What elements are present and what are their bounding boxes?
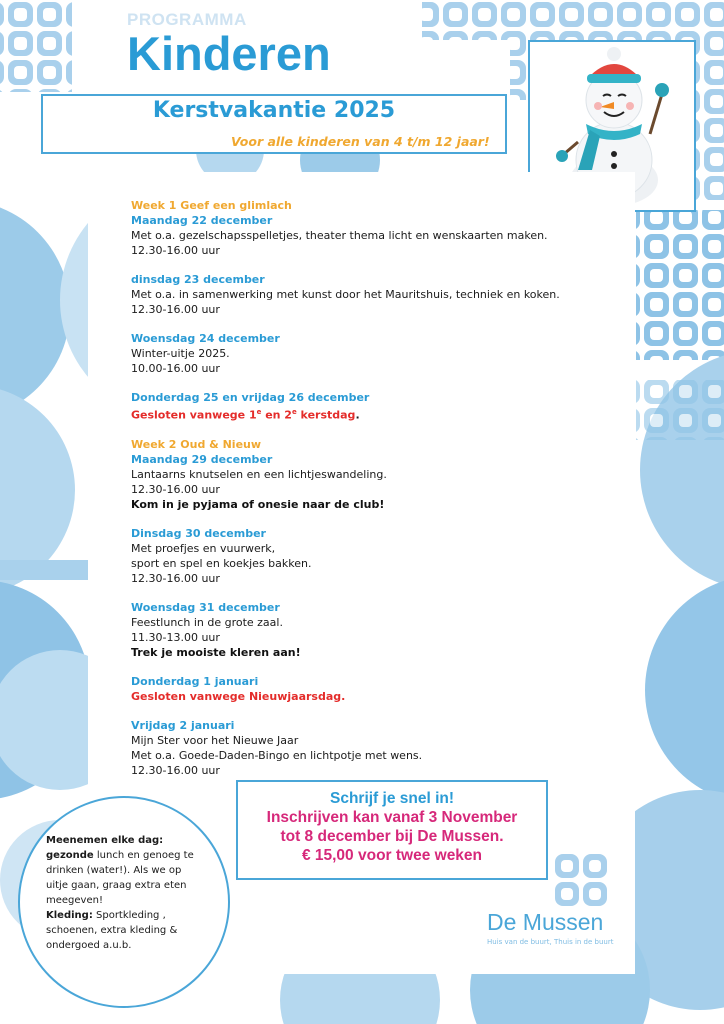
bring-lunch: gezonde lunch en genoeg te drinken (water!). Als we op uitje gaan, graag extra eten meegeven! bbox=[46, 850, 194, 906]
page-title: Kinderen bbox=[127, 27, 331, 80]
day-description: Lantaarns knutselen en een lichtjeswandeling. bbox=[131, 467, 387, 481]
day-note: Kom in je pyjama of onesie naar de club! bbox=[131, 497, 385, 511]
registration-headline: Schrijf je snel in! bbox=[329, 790, 455, 807]
day-time: 10.00-16.00 uur bbox=[131, 362, 220, 375]
day-description: sport en spel en koekjes bakken. bbox=[131, 556, 312, 570]
day-title: Donderdag 25 en vrijdag 26 december bbox=[131, 391, 370, 404]
day-note: Trek je mooiste kleren aan! bbox=[131, 645, 301, 659]
day-title: dinsdag 23 december bbox=[131, 273, 265, 286]
registration-box bbox=[236, 780, 548, 880]
box-title: Kerstvakantie 2025 bbox=[152, 98, 396, 123]
registration-period: Inschrijven kan vanaf 3 November bbox=[266, 809, 518, 826]
closed-notice: Gesloten vanwege 1e en 2e kerstdag. bbox=[131, 408, 360, 422]
day-time: 12.30-16.00 uur bbox=[131, 571, 220, 585]
de-mussen-logo-icon bbox=[553, 852, 609, 908]
day-description: Met o.a. gezelschapsspelletjes, theater thema licht en wenskaarten maken. bbox=[131, 229, 548, 242]
day-description: Met o.a. in samenwerking met kunst door het Mauritshuis, techniek en koken. bbox=[131, 288, 560, 301]
day-title: Maandag 22 december bbox=[131, 214, 273, 227]
bring-info bbox=[46, 833, 206, 953]
day-title: Vrijdag 2 januari bbox=[131, 718, 235, 732]
day-title: Woensdag 31 december bbox=[131, 600, 280, 614]
header-box bbox=[41, 94, 507, 154]
week-1-label: Week 1 Geef een glimlach bbox=[131, 199, 292, 212]
week-2-label: Week 2 Oud & Nieuw bbox=[131, 437, 262, 451]
day-time: 12.30-16.00 uur bbox=[131, 482, 220, 496]
day-description: Feestlunch in de grote zaal. bbox=[131, 615, 283, 629]
bring-heading: Meenemen elke dag: bbox=[46, 835, 164, 846]
closed-notice: Gesloten vanwege Nieuwjaarsdag. bbox=[131, 689, 346, 703]
day-title: Maandag 29 december bbox=[131, 452, 273, 466]
day-description: Met proefjes en vuurwerk, bbox=[131, 541, 276, 555]
program-kicker: PROGRAMMA bbox=[127, 10, 247, 29]
logo-name: De Mussen bbox=[487, 909, 604, 935]
day-title: Donderdag 1 januari bbox=[131, 674, 259, 688]
day-description: Met o.a. Goede-Daden-Bingo en lichtpotje met wens. bbox=[131, 748, 423, 762]
registration-location: tot 8 december bij De Mussen. bbox=[280, 828, 504, 845]
bring-clothing: Kleding: Sportkleding , schoenen, extra kleding & ondergoed a.u.b. bbox=[46, 910, 178, 951]
day-time: 12.30-16.00 uur bbox=[131, 763, 220, 777]
box-subtitle: Voor alle kinderen van 4 t/m 12 jaar! bbox=[231, 134, 490, 149]
day-time: 12.30-16.00 uur bbox=[131, 244, 220, 257]
day-description: Mijn Ster voor het Nieuwe Jaar bbox=[131, 733, 299, 747]
day-description: Winter-uitje 2025. bbox=[131, 347, 230, 360]
day-time: 12.30-16.00 uur bbox=[131, 303, 220, 316]
day-time: 11.30-13.00 uur bbox=[131, 630, 220, 644]
registration-price: € 15,00 voor twee weken bbox=[301, 847, 483, 864]
logo-tagline: Huis van de buurt, Thuis in de buurt bbox=[487, 938, 614, 946]
day-title: Woensdag 24 december bbox=[131, 332, 280, 345]
day-title: Dinsdag 30 december bbox=[131, 526, 266, 540]
program-list bbox=[131, 198, 591, 792]
